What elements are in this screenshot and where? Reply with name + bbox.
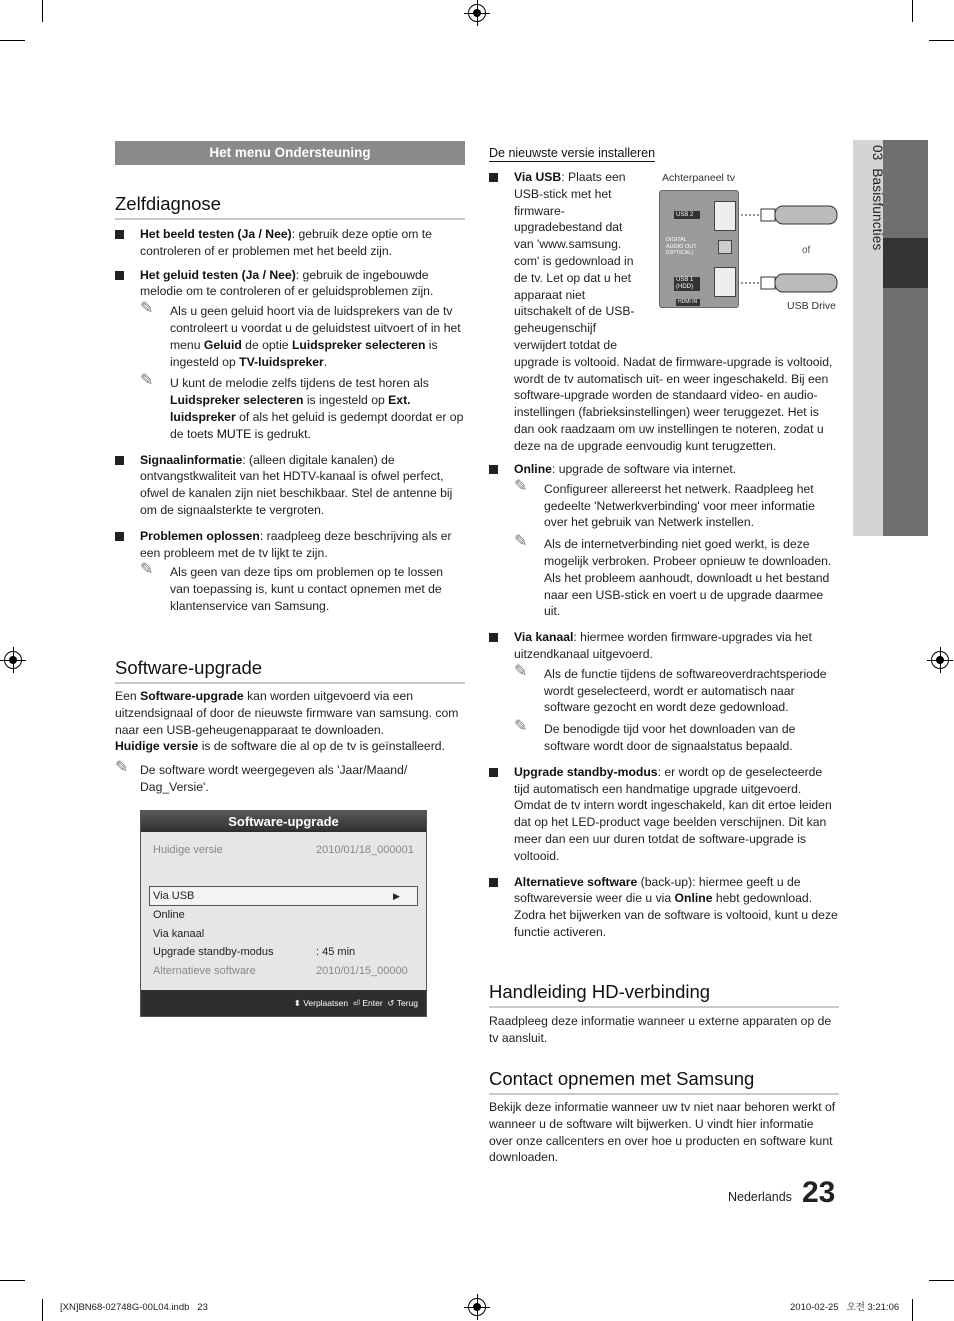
- chapter-tab-marker: [883, 238, 928, 288]
- zelfdiagnose-content: [115, 226, 465, 622]
- print-file-info: [XN]BN68-02748G-00L04.indb 23: [60, 1302, 208, 1313]
- upgrade-options: [489, 461, 839, 948]
- osd-standby-value: : 45 min: [316, 946, 356, 958]
- diagram-usb-drive-label: USB Drive: [787, 300, 837, 312]
- install-heading: De nieuwste versie installeren: [489, 146, 656, 160]
- section-heading-zelfdiagnose: Zelfdiagnose: [115, 193, 465, 220]
- print-date-info: 2010-02-25 오전 3:21:06: [790, 1302, 900, 1313]
- port-label-usb1: USB 1 (HDD): [674, 277, 700, 291]
- pencil-icon: ✎: [140, 561, 154, 579]
- paragraph: Huidige versie is de software die al op de tv is geïnstalleerd.: [115, 739, 445, 754]
- crop-mark: [929, 1280, 954, 1281]
- osd-current-version-value: 2010/01/18_000001: [316, 844, 414, 856]
- osd-item-via-kanaal[interactable]: Via kanaal: [153, 928, 205, 940]
- return-icon: ↺: [387, 998, 395, 1008]
- note: ✎ Als u geen geluid hoort via de luidsprekers van de tv controleert u voordat u de geluidstest uitvoert of in het menu Geluid de optie Luidspreker selecteren is ingesteld op TV-luidspreker.: [140, 300, 461, 369]
- chapter-title: 03 Basisfuncties: [869, 145, 885, 251]
- updown-icon: ⬍: [293, 998, 301, 1008]
- crop-mark: [929, 40, 954, 41]
- pencil-icon: ✎: [140, 372, 154, 390]
- section-heading-contact: Contact opnemen met Samsung: [489, 1068, 839, 1095]
- note: ✎ De software wordt weergegeven als 'Jaar/Maand/ Dag_Versie'.: [115, 759, 408, 794]
- note: ✎ Als geen van deze tips om problemen op te lossen van toepassing is, kunt u contact opnemen met de klantenservice van Samsung.: [140, 561, 444, 613]
- bullet-geluid-testen: Het geluid testen (Ja / Nee): gebruik de ingebouwde melodie om te controleren of er geluidsproblemen zijn. ✎ Als u geen geluid hoort via de luidsprekers van de tv controleert u voordat u de geluidstest uitvoert of in het menu Geluid de optie Luidspreker selecteren is ingesteld op TV-luidspreker. ✎ U kunt de melodie zelfs tijdens de test horen als Luidspreker selecteren is ingesteld op Ext. luidspreker of als het geluid is gedempt doordat er op de toets MUTE is gedrukt.: [115, 267, 465, 443]
- bullet-alternatieve-software: Alternatieve software (back-up): hiermee geeft u de softwareversie weer die u via Online hebt gedownload. Zodra het bijwerken van de software is voltooid, kunt u deze functie activeren.: [489, 874, 839, 941]
- paragraph: Een Software-upgrade kan worden uitgevoerd via een uitzendsignaal of door de nieuwste firmware van samsung. com naar een USB-geheugenapparaat te downloaden.: [115, 689, 459, 737]
- note: ✎ Als de functie tijdens de softwareoverdrachtsperiode wordt geselecteerd, wordt er automatisch naar software gezocht en wordt deze gedownload.: [514, 662, 827, 715]
- note: ✎ Configureer allereerst het netwerk. Raadpleeg het gedeelte 'Netwerkverbinding' voor meer informatie over het gebruik van Netwerk instellen.: [514, 477, 815, 530]
- bullet-beeld-testen: Het beeld testen (Ja / Nee): gebruik deze optie om te controleren of er problemen met het beeld zijn.: [115, 226, 465, 260]
- osd-footer: ⬍ Verplaatsen ⏎ Enter ↺ Terug: [141, 990, 426, 1016]
- pencil-icon: ✎: [514, 718, 528, 736]
- usb-drive-connectors: [739, 190, 841, 308]
- bullet-signaalinformatie: Signaalinformatie: (alleen digitale kanalen) de ontvangstkwaliteit van het HDTV-kanaal is ofwel perfect, ofwel de kanalen zijn niet beschikbaar. Stel de antenne bij om de signaalsterkte te vergroten.: [115, 452, 465, 519]
- crop-mark: [912, 1299, 913, 1321]
- port-label-hdmi: HDMI IN: [676, 299, 700, 306]
- note: ✎ Als de internetverbinding niet goed werkt, is deze mogelijk verbroken. Probeer opnieuw te downloaden. Als het probleem aanhoudt, downloadt u het bestand naar een USB-stick en voert u de upgrade daarmee uit.: [514, 533, 832, 619]
- crop-mark: [912, 0, 913, 22]
- bullet-upgrade-standby: Upgrade standby-modus: er wordt op de geselecteerde tijd automatisch een handmatige upgrade uitgevoerd. Omdat de tv intern wordt ingeschakeld, kan dit ertoe leiden dat op het LED-product vage beelden verschijnen. Dit kan meer dan een uur duren totdat de software-upgrade is voltooid.: [489, 764, 839, 865]
- pencil-icon: ✎: [140, 300, 154, 318]
- optical-port-icon: [718, 240, 732, 254]
- pencil-icon: ✎: [514, 477, 528, 495]
- enter-icon: ⏎: [352, 998, 360, 1008]
- usb-port-icon: [714, 267, 736, 297]
- crop-mark: [0, 40, 25, 41]
- usb-port-icon: [714, 201, 736, 231]
- crop-mark: [42, 1299, 43, 1321]
- usb-connection-diagram: [659, 170, 841, 312]
- pencil-icon: ✎: [514, 662, 528, 680]
- software-upgrade-osd: [140, 810, 427, 1017]
- osd-current-version-label: Huidige versie: [153, 844, 223, 856]
- diagram-or-label: of: [802, 245, 811, 256]
- bullet-online: Online: upgrade de software via internet. ✎ Configureer allereerst het netwerk. Raadpleeg het gedeelte 'Netwerkverbinding' voor meer informatie over het gebruik van Netwerk instellen. ✎ Als de internetverbinding niet goed werkt, is deze mogelijk verbroken. Probeer opnieuw te downloaden. Als het probleem aanhoudt, downloadt u het bestand naar een USB-stick en voert u de upgrade daarmee uit.: [489, 461, 839, 620]
- bullet-via-kanaal: Via kanaal: hiermee worden firmware-upgrades via het uitzendkanaal uitgevoerd. ✎ Als de functie tijdens de softwareoverdrachtsperiode wordt geselecteerd, wordt er automatisch naar software gezocht en wordt deze gedownload. ✎ De benodigde tijd voor het downloaden van de software wordt door de signaalstatus bepaald.: [489, 629, 839, 755]
- software-upgrade-content: [115, 688, 465, 796]
- port-label-usb2: USB 2: [674, 211, 700, 219]
- osd-item-standby[interactable]: Upgrade standby-modus: [153, 946, 274, 958]
- pencil-icon: ✎: [514, 533, 528, 551]
- hd-verbinding-text: Raadpleeg deze informatie wanneer u externe apparaten op de tv aansluit.: [489, 1014, 832, 1045]
- crop-mark: [42, 0, 43, 22]
- diagram-panel-label: Achterpaneel tv: [662, 172, 735, 184]
- osd-item-online[interactable]: Online: [153, 909, 185, 921]
- port-label-optical: DIGITAL AUDIO OUT (OPTICAL): [666, 237, 697, 256]
- registration-mark-icon: [931, 651, 949, 669]
- page-number: 23: [802, 1176, 836, 1209]
- osd-item-via-usb[interactable]: Via USB: [153, 890, 195, 902]
- bullet-via-usb: Via USB: Plaats een USB-stick met het firmware-upgradebestand dat van 'www.samsung. com' is gedownload in de tv. Let op dat u het apparaat niet uitschakelt of de USB-geheugenschijf verwijdert totdat de upgrade is voltooid. Nadat de firmware-upgrade is voltooid, wordt de tv automatisch uit- en weer ingeschakeld. Bij een software-upgrade worden de standaard video- en audio-instellingen (fabrieksinstellingen) weer teruggezet. Het is dan ook raadzaam om uw instellingen te noteren, zodat u deze na de upgrade eenvoudig kunt terugzetten.: [489, 169, 839, 455]
- osd-alt-value: 2010/01/15_00000: [316, 965, 408, 977]
- section-heading-hd-verbinding: Handleiding HD-verbinding: [489, 981, 839, 1008]
- section-heading-software-upgrade: Software-upgrade: [115, 657, 465, 684]
- registration-mark-icon: [4, 651, 22, 669]
- note: ✎ U kunt de melodie zelfs tijdens de test horen als Luidspreker selecteren is ingesteld op Ext. luidspreker of als het geluid is gedempt doordat er op de toets MUTE is gedrukt.: [140, 372, 464, 441]
- tv-back-panel: [659, 190, 739, 308]
- contact-text: Bekijk deze informatie wanneer uw tv niet naar behoren werkt of wanneer u de software wilt bijwerken. U vindt hier informatie over onze callcenters en over hoe u producten en software kunt downloaden.: [489, 1100, 836, 1165]
- osd-title: Software-upgrade: [141, 811, 426, 832]
- chapter-tab-strip: [883, 140, 928, 536]
- pencil-icon: ✎: [115, 759, 129, 777]
- registration-mark-icon: [468, 4, 486, 22]
- registration-mark-icon: [468, 1298, 486, 1316]
- footer-language: Nederlands: [728, 1190, 792, 1204]
- osd-item-alternatieve[interactable]: Alternatieve software: [153, 965, 256, 977]
- bullet-problemen-oplossen: Problemen oplossen: raadpleeg deze beschrijving als er een probleem met de tv lijkt te zijn. ✎ Als geen van deze tips om problemen op te lossen van toepassing is, kunt u contact opnemen met de klantenservice van Samsung.: [115, 528, 465, 615]
- arrow-right-icon: ▶: [393, 891, 400, 901]
- menu-bar: Het menu Ondersteuning: [115, 141, 465, 165]
- note: ✎ De benodigde tijd voor het downloaden van de software wordt door de signaalstatus bepaald.: [514, 718, 796, 753]
- crop-mark: [0, 1280, 25, 1281]
